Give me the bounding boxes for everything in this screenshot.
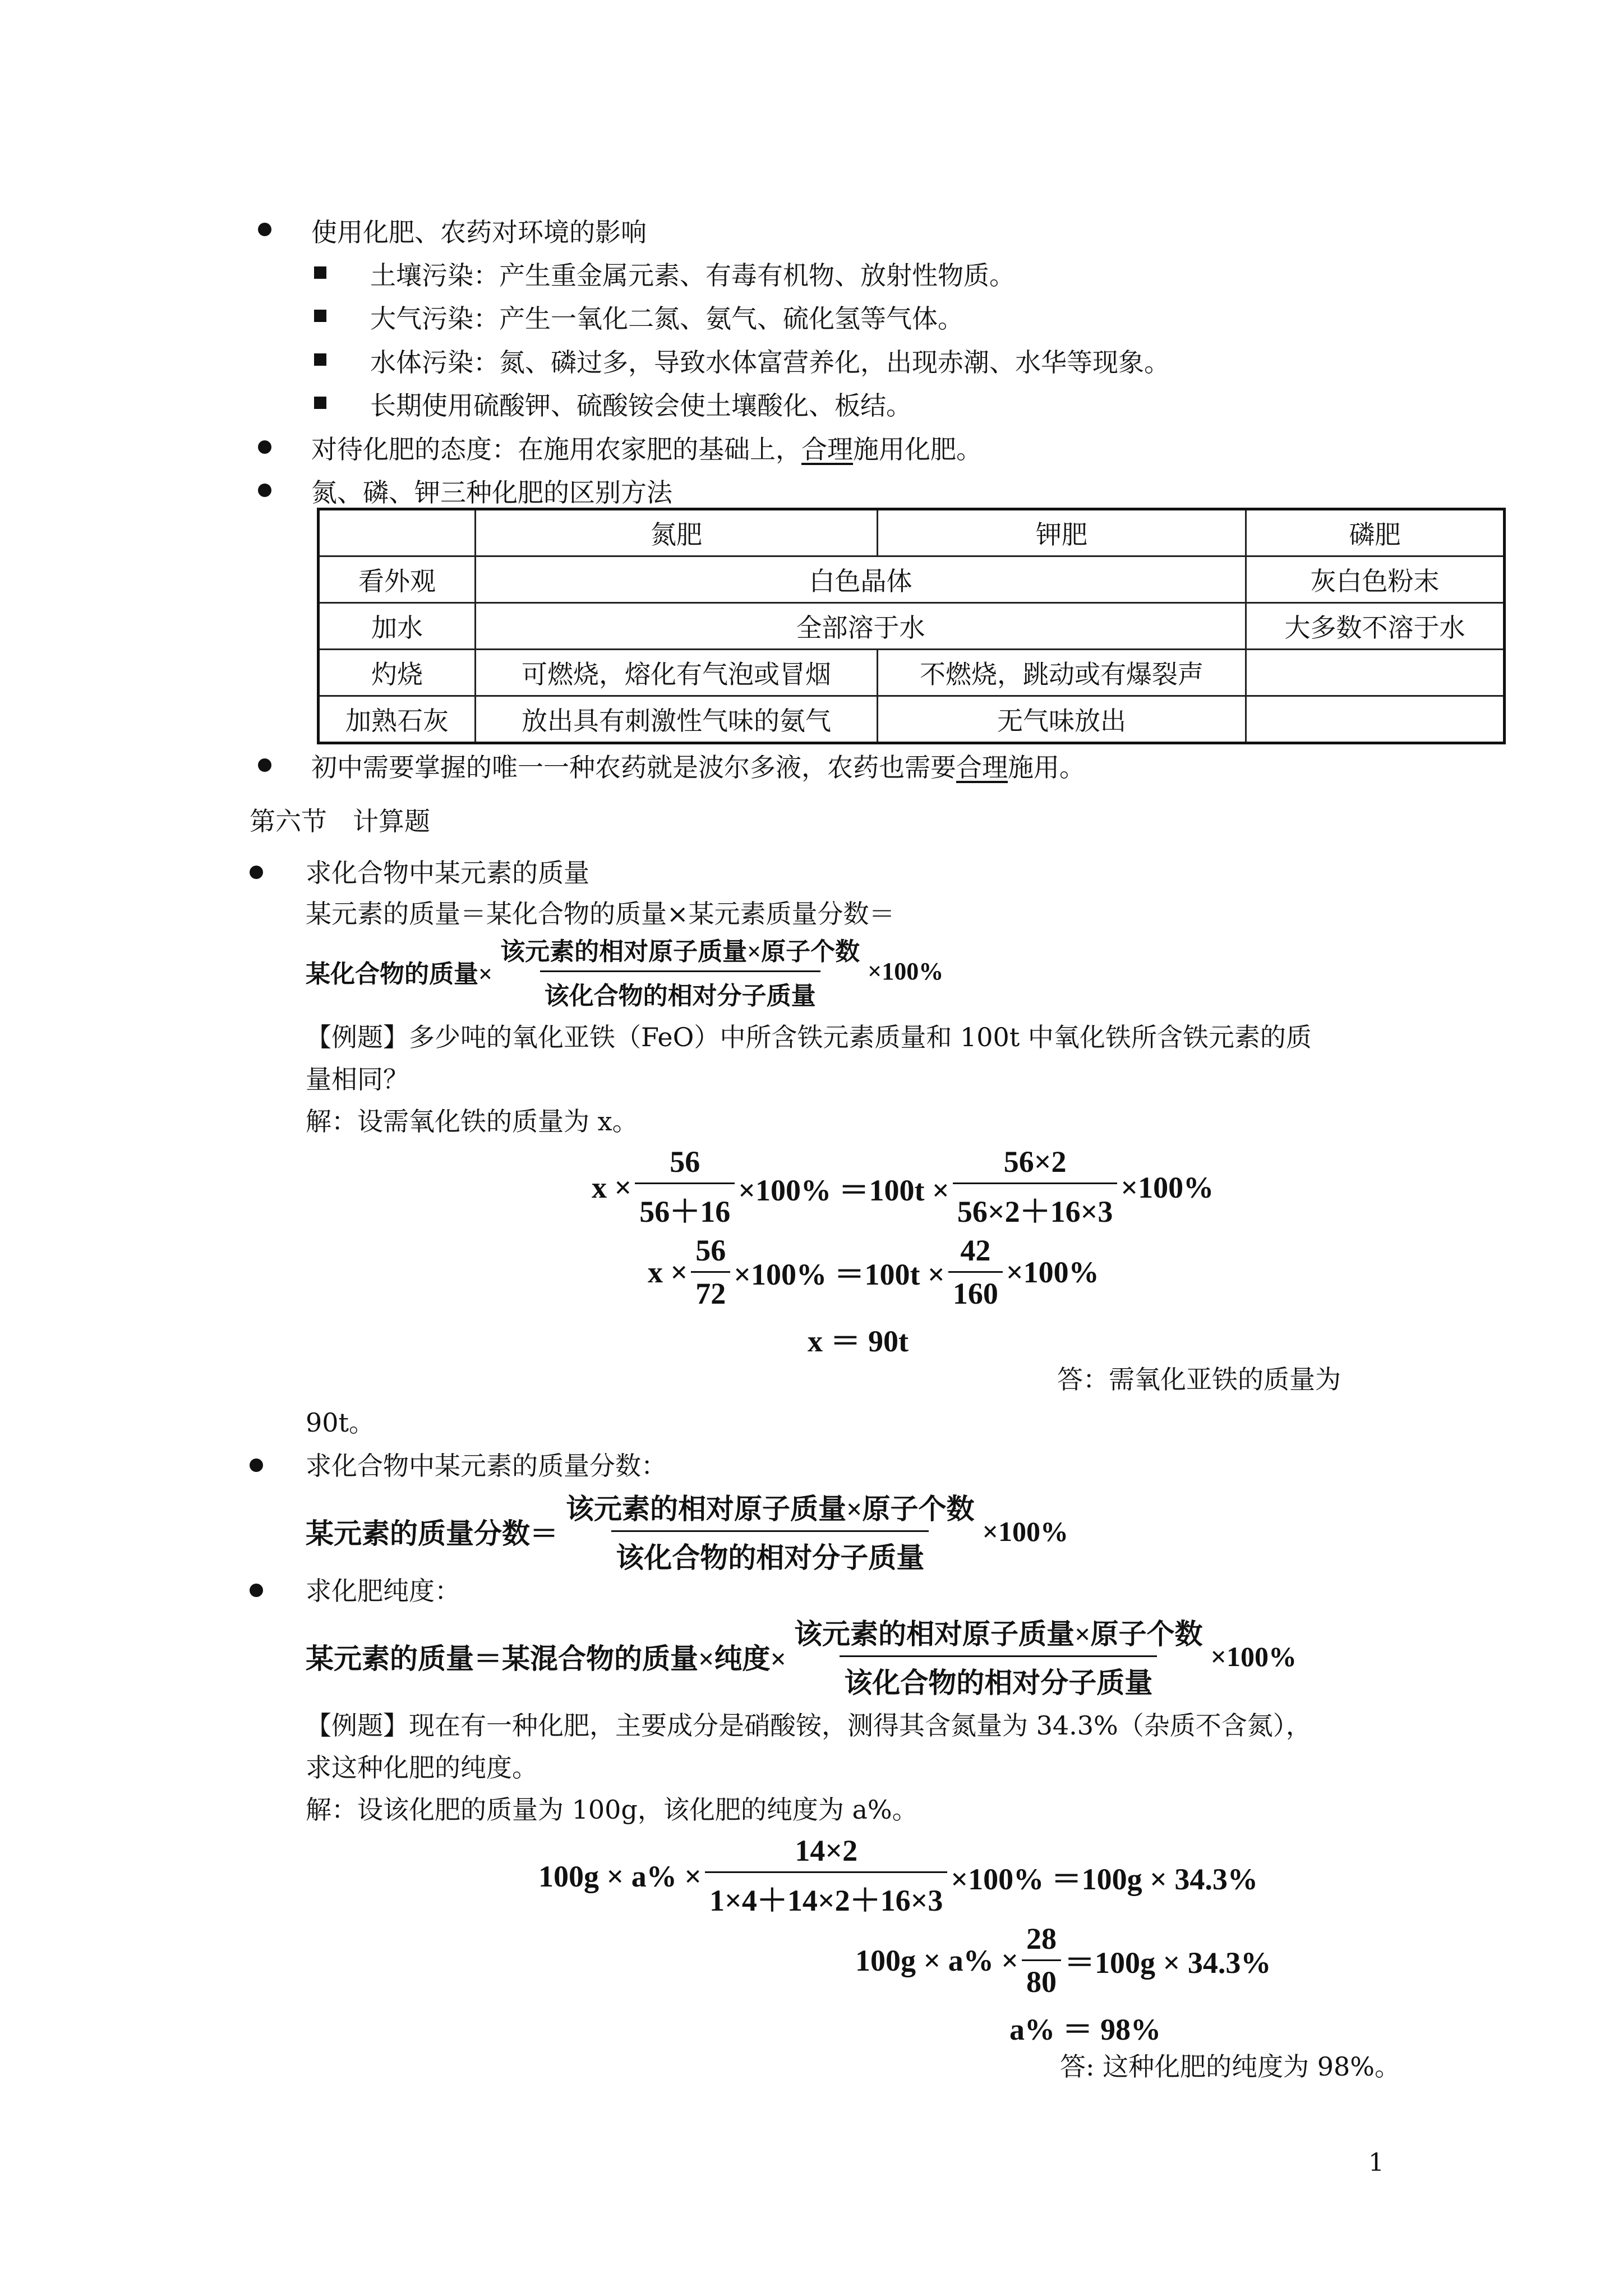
formula-2-fraction xyxy=(561,1487,979,1576)
calc-item-3: 求化肥纯度： xyxy=(306,1576,460,1606)
solution-1: 解：设需氧化铁的质量为 x。 xyxy=(306,1106,638,1137)
answer-1-line-2: 90t。 xyxy=(306,1407,375,1438)
formula-3-fraction xyxy=(790,1612,1207,1701)
bullet-dot-icon xyxy=(250,1584,263,1597)
eq4-num: 14×2 xyxy=(795,1834,858,1867)
equation-4 xyxy=(538,1833,1258,1920)
eq4-b: ×100% ＝100g × 34.3% xyxy=(951,1862,1258,1896)
table-row xyxy=(319,603,1505,650)
formula-1-denominator: 该化合物的相对分子质量 xyxy=(540,970,820,1011)
table-row-label: 加熟石灰 xyxy=(319,696,476,743)
table-cell xyxy=(1246,650,1505,696)
formula-1-text: 某元素的质量＝某化合物的质量×某元素质量分数＝ xyxy=(306,899,895,929)
example-2-line-2: 求这种化肥的纯度。 xyxy=(306,1752,538,1783)
formula-2 xyxy=(306,1487,1068,1576)
eq2-num-2: 42 xyxy=(960,1234,991,1267)
section-title: 第六节 计算题 xyxy=(250,806,430,836)
formula-1-numerator: 该元素的相对原子质量×原子个数 xyxy=(500,938,860,965)
bullet-dot-icon xyxy=(258,484,271,497)
bullet-square-icon xyxy=(314,266,326,279)
table-cell: 放出具有刺激性气味的氨气 xyxy=(476,696,878,743)
formula-3 xyxy=(306,1612,1297,1701)
eq5-fraction xyxy=(1022,1921,1061,1999)
eq4-den: 1×4＋14×2＋16×3 xyxy=(705,1871,947,1920)
formula-3-suffix: ×100% xyxy=(1210,1640,1297,1672)
table-row-label: 加水 xyxy=(319,603,476,650)
table-row xyxy=(319,696,1505,743)
table-cell: 白色晶体 xyxy=(476,556,1246,603)
answer-2: 答: 这种化肥的纯度为 98%。 xyxy=(1060,2051,1400,2082)
env-item-air: 大气污染：产生一氧化二氮、氨气、硫化氢等气体。 xyxy=(370,303,963,334)
eq5-den: 80 xyxy=(1022,1959,1061,1999)
table-cell: 不燃烧，跳动或有爆裂声 xyxy=(878,650,1246,696)
env-item-soil: 土壤污染：产生重金属元素、有毒有机物、放射性物质。 xyxy=(370,260,1015,291)
eq1-b: ×100% ＝100t × xyxy=(738,1173,949,1207)
fertilizer-table xyxy=(317,508,1506,744)
attitude-prefix: 对待化肥的态度：在施用农家肥的基础上， xyxy=(311,434,801,464)
formula-2-suffix: ×100% xyxy=(982,1515,1068,1547)
eq1-a: x × xyxy=(592,1171,632,1204)
eq1-fraction-1 xyxy=(635,1144,735,1231)
table-header-cell: 钾肥 xyxy=(878,509,1246,556)
table-row xyxy=(319,650,1505,696)
eq2-den-2: 160 xyxy=(948,1271,1003,1311)
calc-item-1: 求化合物中某元素的质量 xyxy=(306,858,589,888)
example-2-line-1: 【例题】现在有一种化肥，主要成分是硝酸铵，测得其含氮量为 34.3%（杂质不含氮）， xyxy=(306,1710,1312,1741)
bullet-dot-icon xyxy=(258,440,271,454)
table-header-cell: 氮肥 xyxy=(476,509,878,556)
equation-3: x ＝ 90t xyxy=(808,1324,909,1358)
table-cell: 大多数不溶于水 xyxy=(1246,603,1505,650)
formula-1-fraction xyxy=(496,931,864,1011)
formula-2-numerator: 该元素的相对原子质量×原子个数 xyxy=(566,1493,975,1525)
page-number: 1 xyxy=(1368,2148,1384,2177)
formula-2-denominator: 该化合物的相对分子质量 xyxy=(611,1530,929,1576)
example-1-line-2: 量相同？ xyxy=(306,1064,409,1094)
table-row-label: 灼烧 xyxy=(319,650,476,696)
bullet-square-icon xyxy=(314,397,326,409)
bullet-square-icon xyxy=(314,310,326,322)
pesticide-underlined: 合理 xyxy=(956,752,1008,783)
bullet-square-icon xyxy=(314,353,326,366)
distinguish-heading: 氮、磷、钾三种化肥的区别方法 xyxy=(311,477,672,508)
eq2-a: x × xyxy=(648,1255,688,1289)
eq2-fraction-2 xyxy=(948,1233,1003,1311)
formula-1-prefix: 某化合物的质量× xyxy=(306,960,493,988)
table-row xyxy=(319,556,1505,603)
table-cell: 灰白色粉末 xyxy=(1246,556,1505,603)
eq5-a: 100g × a% × xyxy=(855,1943,1019,1977)
solution-2: 解：设该化肥的质量为 100g，该化肥的纯度为 a%。 xyxy=(306,1795,918,1825)
eq5-num: 28 xyxy=(1026,1922,1057,1955)
eq1-den-1: 56＋16 xyxy=(635,1182,735,1231)
pesticide-line xyxy=(311,747,1085,784)
table-header-row xyxy=(319,509,1505,556)
attitude-suffix: 施用化肥。 xyxy=(853,434,982,464)
eq2-c: ×100% xyxy=(1006,1255,1099,1289)
env-heading: 使用化肥、农药对环境的影响 xyxy=(311,217,647,247)
eq2-den-1: 72 xyxy=(691,1271,730,1311)
eq4-fraction xyxy=(705,1833,947,1920)
eq1-num-2: 56×2 xyxy=(1003,1145,1067,1179)
eq2-num-1: 56 xyxy=(695,1234,726,1267)
example-1-line-1: 【例题】多少吨的氧化亚铁（FeO）中所含铁元素质量和 100t 中氧化铁所含铁元素的质 xyxy=(306,1022,1312,1052)
pesticide-prefix: 初中需要掌握的唯一一种农药就是波尔多液，农药也需要 xyxy=(311,752,956,783)
table-header-cell xyxy=(319,509,476,556)
eq5-b: ＝100g × 34.3% xyxy=(1064,1946,1271,1980)
formula-2-prefix: 某元素的质量分数＝ xyxy=(306,1517,558,1549)
answer-1-line-1: 答：需氧化亚铁的质量为 xyxy=(1057,1364,1341,1395)
eq2-b: ×100% ＝100t × xyxy=(734,1258,945,1291)
env-item-acidification: 长期使用硫酸钾、硫酸铵会使土壤酸化、板结。 xyxy=(370,390,912,421)
equation-5 xyxy=(855,1921,1271,1999)
bullet-dot-icon xyxy=(250,866,263,879)
bullet-dot-icon xyxy=(258,758,271,772)
formula-1-suffix: ×100% xyxy=(868,958,944,985)
calc-item-2: 求化合物中某元素的质量分数： xyxy=(306,1451,667,1481)
bullet-dot-icon xyxy=(250,1458,263,1472)
eq2-fraction-1 xyxy=(691,1233,730,1311)
env-item-water: 水体污染：氮、磷过多，导致水体富营养化，出现赤潮、水华等现象。 xyxy=(370,347,1170,378)
eq1-c: ×100% xyxy=(1121,1171,1214,1204)
eq1-num-1: 56 xyxy=(670,1145,700,1179)
equation-1 xyxy=(592,1144,1214,1231)
eq4-a: 100g × a% × xyxy=(538,1860,702,1893)
formula-3-prefix: 某元素的质量＝某混合物的质量×纯度× xyxy=(306,1642,786,1674)
table-cell: 全部溶于水 xyxy=(476,603,1246,650)
bullet-dot-icon xyxy=(258,223,271,236)
formula-1 xyxy=(306,931,943,1011)
eq1-fraction-2 xyxy=(953,1144,1118,1231)
attitude-line xyxy=(311,429,982,466)
pesticide-suffix: 施用。 xyxy=(1008,752,1085,783)
eq1-den-2: 56×2＋16×3 xyxy=(953,1182,1118,1231)
table-cell: 无气味放出 xyxy=(878,696,1246,743)
equation-2 xyxy=(648,1233,1099,1311)
attitude-underlined: 合理 xyxy=(801,434,853,464)
equation-6: a% ＝ 98% xyxy=(1009,2013,1161,2046)
formula-3-numerator: 该元素的相对原子质量×原子个数 xyxy=(794,1618,1203,1650)
formula-3-denominator: 该化合物的相对分子质量 xyxy=(840,1655,1157,1701)
table-header-cell: 磷肥 xyxy=(1246,509,1505,556)
table-cell: 可燃烧，熔化有气泡或冒烟 xyxy=(476,650,878,696)
table-cell xyxy=(1246,696,1505,743)
table-row-label: 看外观 xyxy=(319,556,476,603)
